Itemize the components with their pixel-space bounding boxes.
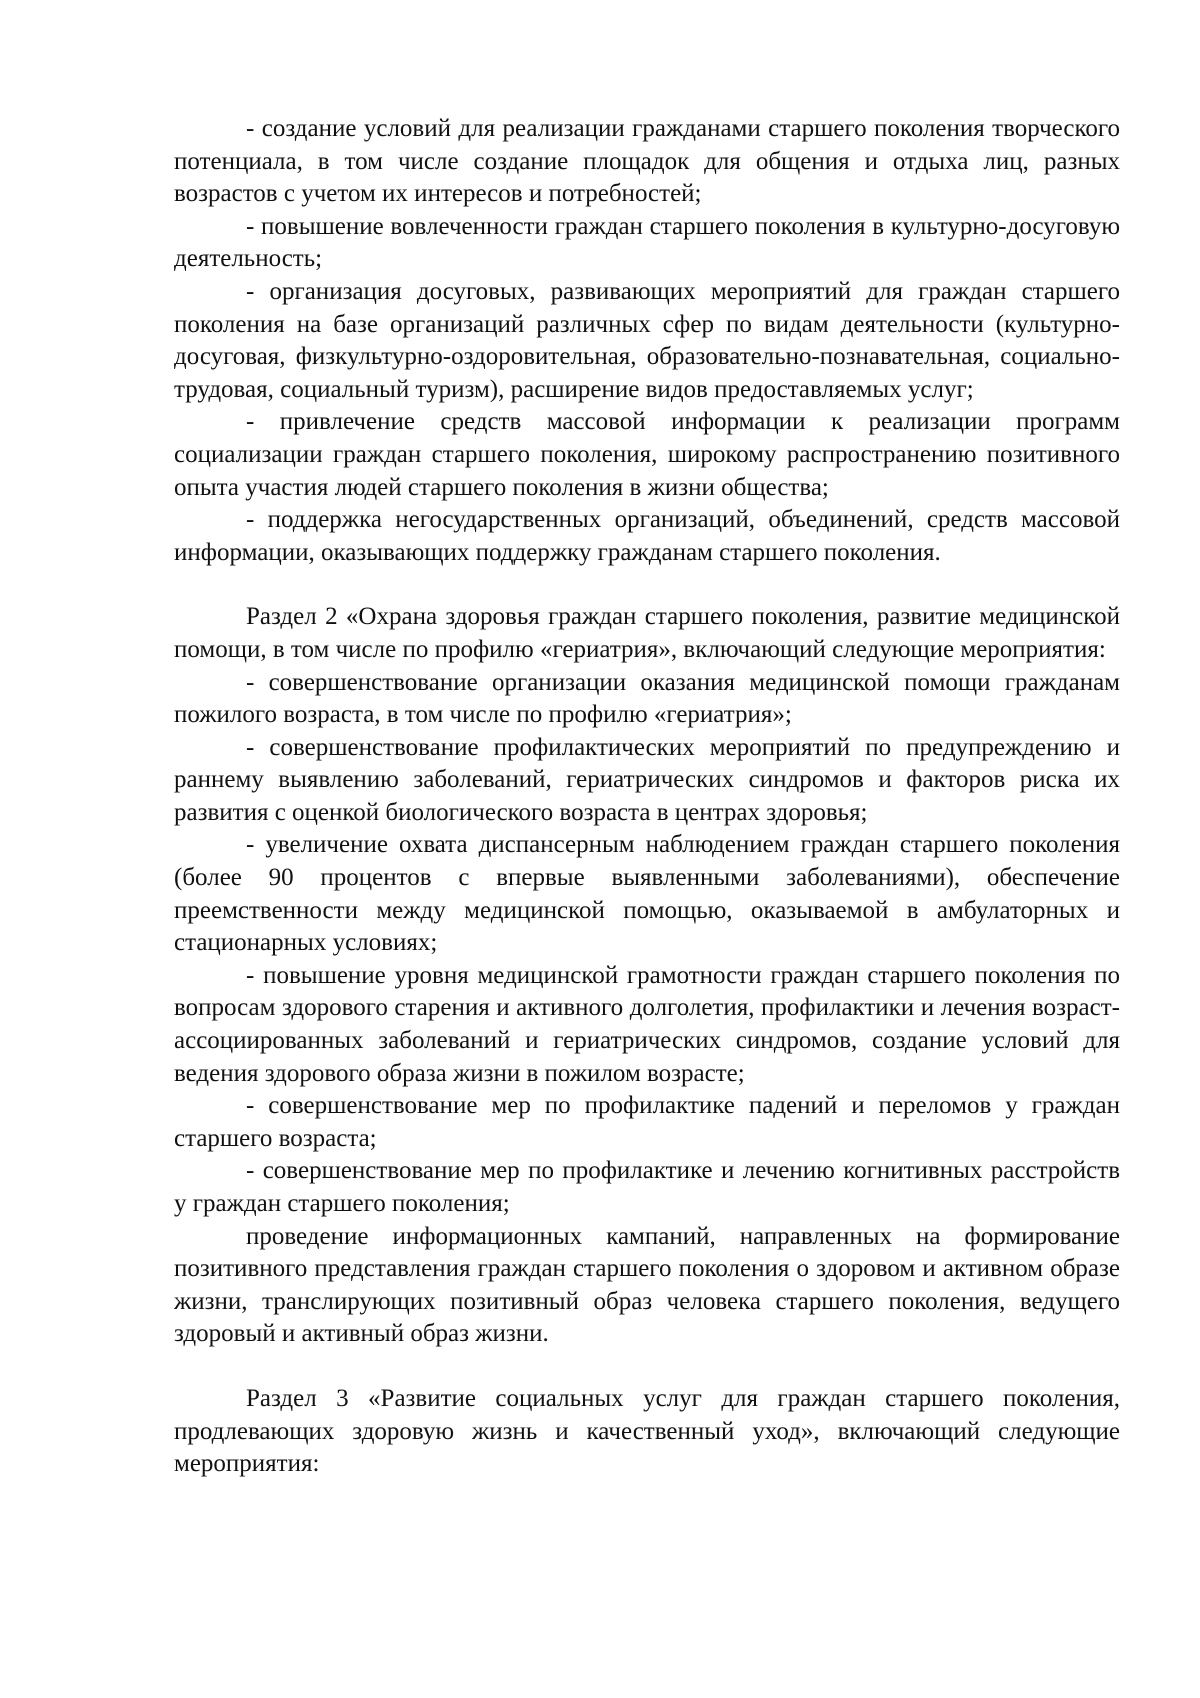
paragraph-mass-media: - привлечение средств массовой информации к реализации программ социализации граждан старшего поколения, широкому распространению позитивного опыта участия людей старшего поколения в жизни общества; [174, 408, 1120, 501]
section-2-item-campaigns: проведение информационных кампаний, направленных на формирование позитивного представления граждан старшего поколения о здоровом и активном образе жизни, транслирующих позитивный образ человека старшего поколения, ведущего здоровый и активный образ жизни. [174, 1222, 1120, 1348]
paragraph-creative-potential: - создание условий для реализации гражданами старшего поколения творческого потенциала, в том числе создание площадок для общения и отдыха лиц, разных возрастов с учетом их интересов и потребностей; [174, 115, 1120, 208]
section-1-tail [174, 113, 1120, 569]
section-2-item-falls: - совершенствование мер по профилактике падений и переломов у граждан старшего возраста; [174, 1092, 1120, 1152]
document-body [174, 113, 1120, 1481]
section-spacer [174, 1351, 1120, 1383]
section-3 [174, 1383, 1120, 1481]
section-2-item-geriatrics: - совершенствование организации оказания медицинской помощи гражданам пожилого возраста, в том числе по профилю «гериатрия»; [174, 668, 1120, 729]
section-2 [174, 601, 1120, 1351]
section-2-heading: Раздел 2 «Охрана здоровья граждан старшего поколения, развитие медицинской помощи, в том числе по профилю «гериатрия», включающий следующие мероприятия: [174, 603, 1120, 663]
section-2-item-cognitive: - совершенствование мер по профилактике и лечению когнитивных расстройств у граждан старшего поколения; [174, 1157, 1120, 1217]
section-2-item-literacy: - повышение уровня медицинской грамотности граждан старшего поколения по вопросам здорового старения и активного долголетия, профилактики и лечения возраст-ассоциированных заболеваний и гериатрических синдромов, создание условий для ведения здорового образа жизни в пожилом возрасте; [174, 961, 1120, 1087]
section-spacer [174, 569, 1120, 601]
paragraph-ngo-support: - поддержка негосударственных организаций, объединений, средств массовой информации, оказывающих поддержку гражданам старшего поколения. [174, 506, 1120, 566]
paragraph-leisure-events: - организация досуговых, развивающих мероприятий для граждан старшего поколения на базе организаций различных сфер по видам деятельности (культурно-досуговая, физкультурно-оздоровительная, образовательно-познавательная, социально-трудовая, социальный туризм), расширение видов предоставляемых услуг; [174, 277, 1120, 403]
section-2-item-dispensary: - увеличение охвата диспансерным наблюдением граждан старшего поколения (более 90 процентов с впервые выявленными заболеваниями), обеспечение преемственности между медицинской помощью, оказываемой в амбулаторных и стационарных условиях; [174, 831, 1120, 957]
section-3-heading: Раздел 3 «Развитие социальных услуг для граждан старшего поколения, продлевающих здоровую жизнь и качественный уход», включающий следующие мероприятия: [174, 1384, 1120, 1478]
section-2-item-prevention: - совершенствование профилактических мероприятий по предупреждению и раннему выявлению заболеваний, гериатрических синдромов и факторов риска их развития с оценкой биологического возраста в центрах здоровья; [174, 733, 1120, 826]
paragraph-cultural-involvement: - повышение вовлеченности граждан старшего поколения в культурно-досуговую деятельность; [174, 212, 1120, 273]
